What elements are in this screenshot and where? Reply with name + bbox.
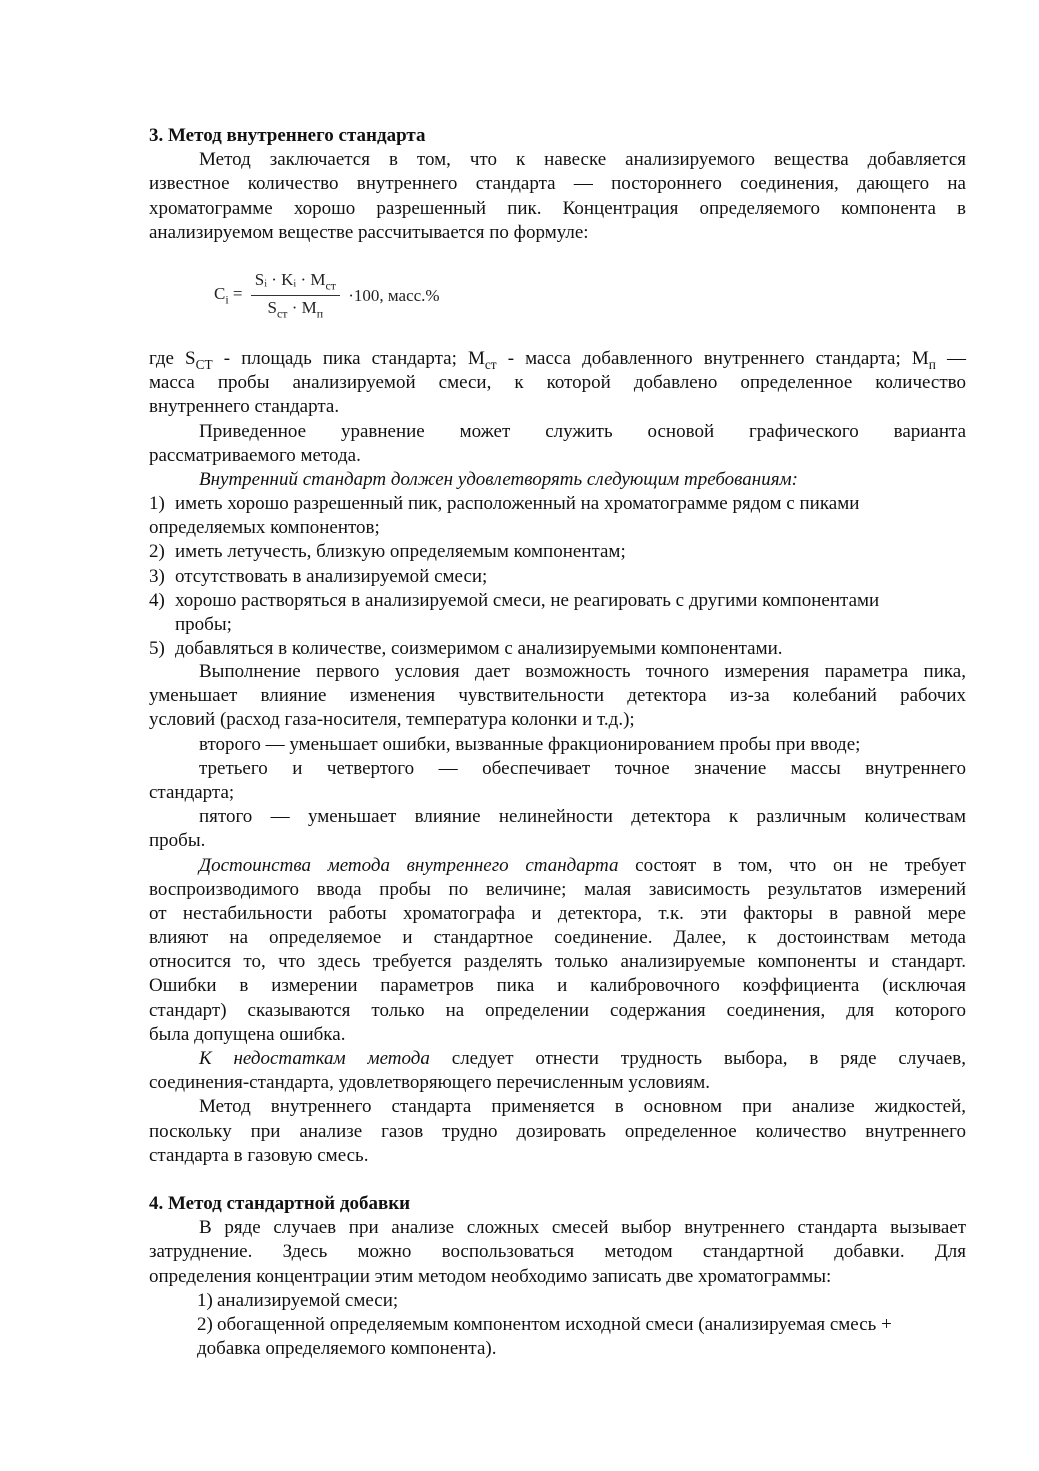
- paragraph-line: Метод внутреннего стандарта применяется в основном при анализе жидкостей,: [199, 1096, 966, 1118]
- list-item: 2) обогащенной определяемым компонентом исходной смеси (анализируемая смесь +: [197, 1314, 892, 1336]
- paragraph-line: анализируемом веществе рассчитывается по формуле:: [149, 221, 589, 243]
- section-3-body: [149, 660, 966, 1168]
- paragraph-line: второго — уменьшает ошибки, вызванные фракционированием пробы при вводе;: [199, 733, 861, 755]
- list-item: 5) добавляться в количестве, соизмеримом с анализируемыми компонентами.: [149, 638, 783, 660]
- paragraph-line: стандарта в газовую смесь.: [149, 1144, 369, 1166]
- steps-list: [197, 1289, 1027, 1362]
- paragraph-line: третьего и четвертого — обеспечивает точное значение массы внутреннего: [199, 757, 966, 779]
- paragraph-line: известное количество внутреннего стандарта — постороннего соединения, дающего на: [149, 173, 966, 195]
- paragraph-line: затруднение. Здесь можно воспользоваться методом стандартной добавки. Для: [149, 1241, 966, 1263]
- formula-tail: ·100, масс.%: [348, 285, 440, 305]
- paragraph-line: масса пробы анализируемой смеси, к которой добавлено определенное количество: [149, 372, 966, 394]
- paragraph-line: условий (расход газа-носителя, температура колонки и т.д.);: [149, 709, 635, 731]
- paragraph-line: пробы.: [149, 830, 206, 852]
- formula-denominator: $S_{ст} \cdot M_п$: [267, 298, 324, 321]
- requirements-title: Внутренний стандарт должен удовлетворять следующим требованиям:: [199, 468, 799, 490]
- formula-numerator: Sᵢ · Kᵢ · $M_{ст}$: [251, 270, 340, 296]
- list-item-continuation: добавка определяемого компонента).: [197, 1338, 497, 1360]
- paragraph-line: Приведенное уравнение может служить основой графического варианта: [199, 420, 966, 442]
- list-item: 4) хорошо растворяться в анализируемой смеси, не реагировать с другими компонентами: [149, 589, 880, 611]
- paragraph-line: от нестабильности работы хроматографа и детектора, т.к. эти факторы в равной мере: [149, 902, 966, 924]
- list-item-continuation: определяемых компонентов;: [149, 517, 380, 539]
- paragraph-line: Метод заключается в том, что к навеске анализируемого вещества добавляется: [199, 149, 966, 171]
- paragraph-line: определения концентрации этим методом необходимо записать две хроматограммы:: [149, 1265, 832, 1287]
- paragraph-line: хроматограмме хорошо разрешенный пик. Концентрация определяемого компонента в: [149, 197, 966, 219]
- paragraph-line: пятого — уменьшает влияние нелинейности детектора к различным количествам: [199, 806, 966, 828]
- paragraph-line: соединения-стандарта, удовлетворяющего перечисленным условиям.: [149, 1072, 710, 1094]
- paragraph-line: Достоинства метода внутреннего стандарта состоят в том, что он не требует: [199, 854, 966, 876]
- paragraph-line: Выполнение первого условия дает возможность точного измерения параметра пика,: [199, 661, 966, 682]
- paragraph-line: поскольку при анализе газов трудно дозировать определенное количество внутреннего: [149, 1120, 966, 1142]
- requirements-list: [149, 492, 979, 661]
- section-3-cont: [149, 347, 966, 492]
- paragraph-line: относится то, что здесь требуется разделять только анализируемые компоненты и стандарт.: [149, 951, 966, 973]
- paragraph-line: влияют на определяемое и стандартное соединение. Далее, к достоинствам метода: [149, 927, 966, 949]
- paragraph-line: воспроизводимого ввода пробы по величине; малая зависимость результатов измерений: [149, 878, 966, 900]
- paragraph-line: была допущена ошибка.: [149, 1023, 346, 1045]
- list-item: 2) иметь летучесть, близкую определяемым компонентам;: [149, 541, 626, 563]
- formula-lhs: $C_i$ =: [214, 284, 243, 307]
- list-item: 1) иметь хорошо разрешенный пик, расположенный на хроматограмме рядом с пиками: [149, 493, 860, 514]
- formula-fraction: [251, 270, 340, 322]
- list-item: 1) анализируемой смеси;: [197, 1290, 399, 1311]
- list-item: 3) отсутствовать в анализируемой смеси;: [149, 565, 488, 587]
- paragraph-line: уменьшает влияние изменения чувствительности детектора из-за колебаний рабочих: [149, 685, 966, 707]
- paragraph-line: стандарт) сказываются только на определении содержания соединения, для которого: [149, 999, 966, 1021]
- paragraph-line: стандарта;: [149, 781, 235, 803]
- section-3: [149, 124, 966, 245]
- paragraph-line: рассматриваемого метода.: [149, 444, 361, 466]
- section-heading: 4. Метод стандартной добавки: [149, 1193, 411, 1214]
- section-4: [149, 1192, 966, 1289]
- paragraph-line: Ошибки в измерении параметров пика и калибровочного коэффициента (исключая: [149, 975, 966, 997]
- section-heading: 3. Метод внутреннего стандарта: [149, 125, 426, 146]
- list-item-continuation: пробы;: [175, 613, 232, 635]
- paragraph-line: где $S_{CT}$ - площадь пика стандарта; $M_{ст}$ - масса добавленного внутреннего стандарта; $M_п$ —: [149, 348, 967, 372]
- paragraph-line: внутреннего стандарта.: [149, 396, 340, 418]
- formula: [214, 270, 440, 322]
- paragraph-line: К недостаткам метода следует отнести трудность выбора, в ряде случаев,: [199, 1048, 966, 1069]
- paragraph-line: В ряде случаев при анализе сложных смесей выбор внутреннего стандарта вызывает: [199, 1217, 966, 1239]
